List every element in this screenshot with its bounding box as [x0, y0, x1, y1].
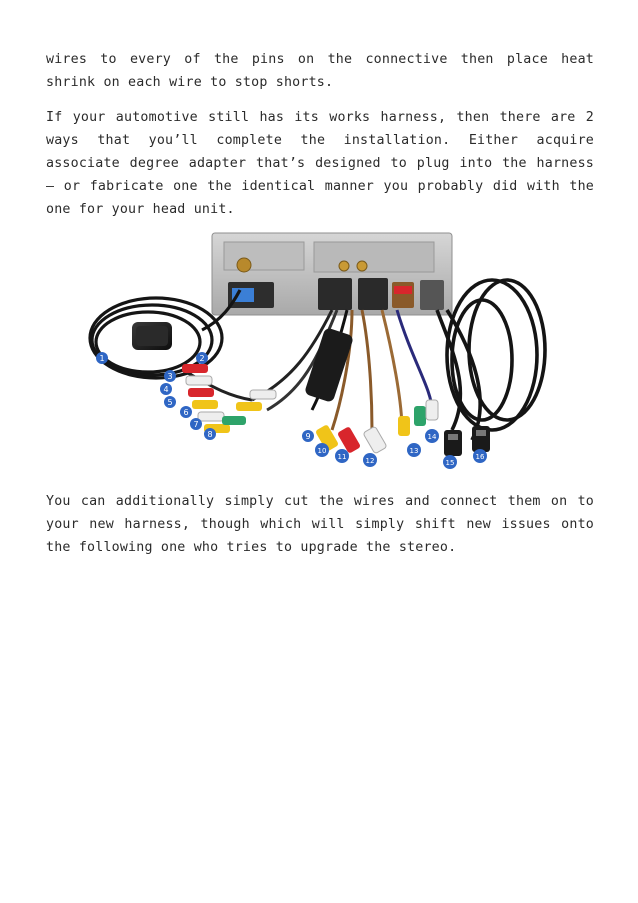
svg-text:10: 10: [317, 447, 327, 455]
callout-14: [425, 429, 439, 443]
callout-2: [196, 352, 208, 364]
callout-11: [335, 449, 349, 463]
callout-15: [443, 455, 457, 469]
callout-8: [204, 428, 216, 440]
callout-7: [190, 418, 202, 430]
svg-text:4: 4: [163, 385, 169, 394]
gps-antenna: [132, 322, 172, 350]
svg-text:15: 15: [445, 459, 455, 467]
body-paragraph: wires to every of the pins on the connective then place heat shrink on each wire to stop shorts.: [46, 52, 594, 90]
svg-text:14: 14: [427, 433, 437, 441]
svg-text:6: 6: [183, 408, 189, 417]
body-paragraph: If your automotive still has its works harness, then there are 2 ways that you’ll complete the installation. Either acquire associate degree adapter that’s designed to plug into the harness – or fabricate one the identical manner you probably did with the one for your head unit.: [46, 110, 594, 217]
svg-text:5: 5: [167, 398, 173, 407]
svg-text:2: 2: [199, 354, 205, 363]
head-unit-rear-panel: [212, 233, 452, 315]
callout-4: [160, 383, 172, 395]
svg-text:3: 3: [167, 372, 173, 381]
callout-13: [407, 443, 421, 457]
svg-text:16: 16: [475, 453, 485, 461]
callout-1: [96, 352, 108, 364]
callout-3: [164, 370, 176, 382]
callout-5: [164, 396, 176, 408]
callout-16: [473, 449, 487, 463]
callout-9: [302, 430, 314, 442]
svg-text:1: 1: [99, 354, 105, 363]
svg-text:7: 7: [193, 420, 199, 429]
svg-text:9: 9: [305, 432, 311, 441]
callout-12: [363, 453, 377, 467]
callout-10: [315, 443, 329, 457]
svg-text:8: 8: [207, 430, 213, 439]
svg-text:12: 12: [365, 457, 375, 465]
wiring-harness-photo: [52, 230, 592, 474]
usb-cable-coil: [437, 280, 545, 440]
callout-6: [180, 406, 192, 418]
svg-text:11: 11: [337, 453, 347, 461]
svg-text:13: 13: [409, 447, 419, 455]
body-paragraph: You can additionally simply cut the wires and connect them on to your new harness, though which will simply shift new issues onto the following one who tries to upgrade the stereo.: [46, 494, 594, 555]
